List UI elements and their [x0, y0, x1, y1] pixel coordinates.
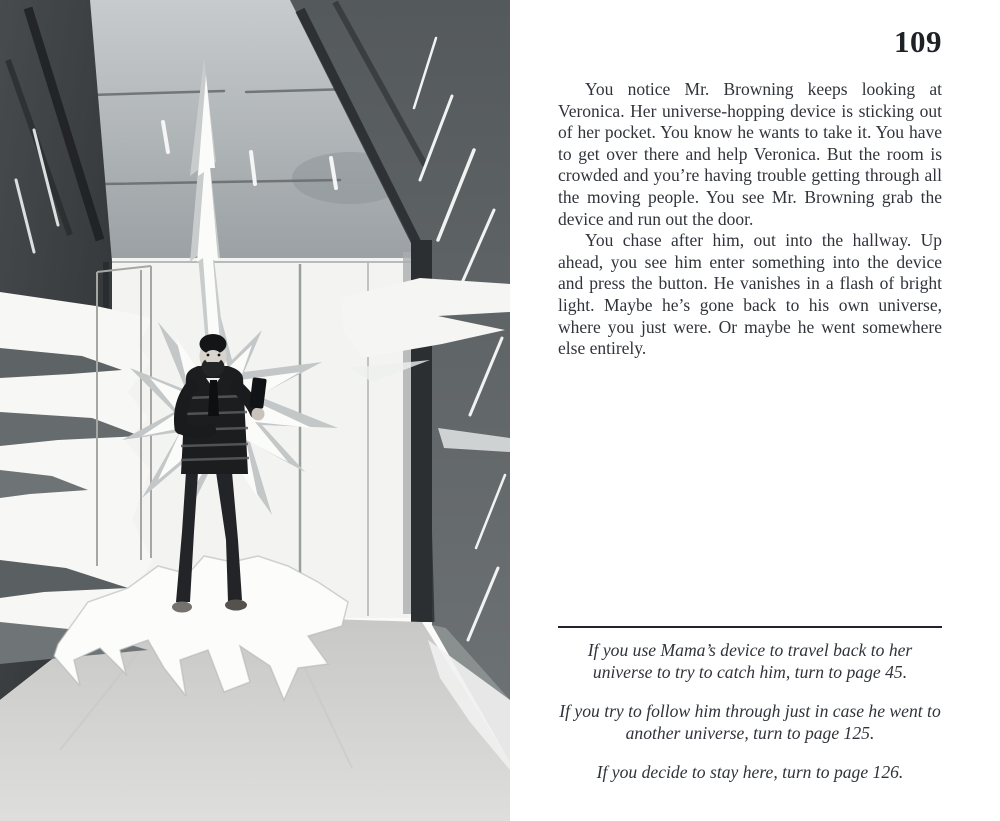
- story-text-page: [558, 0, 942, 821]
- choice-option-2: If you try to follow him through just in case he went to another universe, turn to page 125.: [559, 701, 941, 743]
- story-paragraph-1: You notice Mr. Browning keeps looking at Veronica. Her universe-hopping device is sticking out of her pocket. You know he wants to take it. You have to get over there and help Veronica. But the room is crowded and you’re having trouble getting through all the moving people. You see Mr. Browning grab the device and run out the door.: [558, 79, 942, 229]
- choice-divider: [558, 626, 942, 628]
- page-number: 109: [894, 24, 942, 59]
- choice-option-3: If you decide to stay here, turn to page 126.: [596, 762, 904, 782]
- story-paragraph-2: You chase after him, out into the hallway. Up ahead, you see him enter something into the device and press the button. He vanishes in a flash of bright light. Maybe he’s gone back to his own universe, where you just were. Or maybe he went somewhere else entirely.: [558, 230, 942, 359]
- choice-option-1: If you use Mama’s device to travel back to her universe to try to catch him, turn to page 45.: [587, 640, 913, 682]
- story-body: [558, 79, 942, 360]
- choice-list: [558, 626, 942, 783]
